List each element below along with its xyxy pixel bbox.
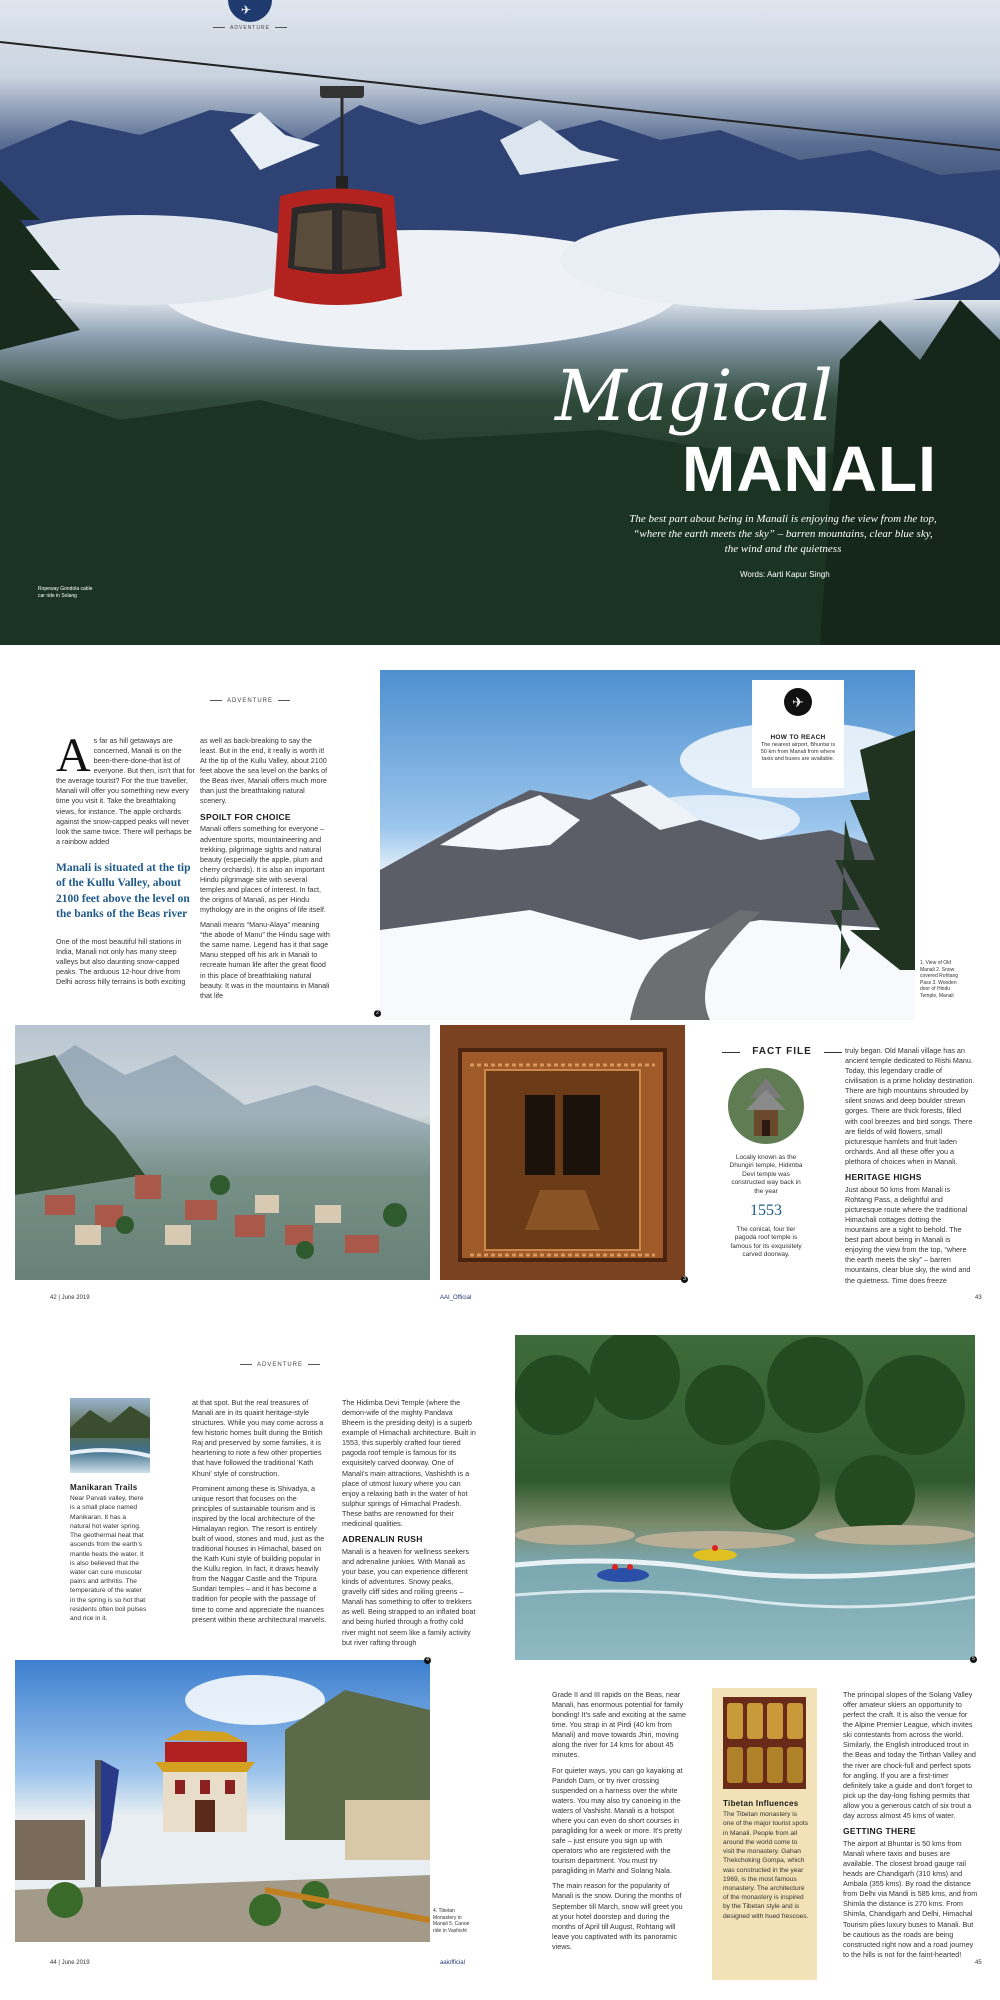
gondola-image — [262, 86, 412, 336]
rafting-photo — [515, 1335, 975, 1660]
spread2-photo-caption: 4. Tibetan Monastery in Manali 5. Canoe ride in Vashisht — [433, 1908, 470, 1934]
spread2-colA — [192, 1398, 327, 1630]
spread2-colB — [342, 1398, 477, 1653]
spread1-col3 — [845, 1046, 975, 1291]
spread2-colB-p1: The Hidimba Devi Temple (where the demon-wife of the mighty Pandava Bheem is the presiding deity) is a superb example of Himachali architecture. Built in 1553, this superbly crafted four tiered pagoda roof temple is famous for its exquisitely carved doorway. One of Manali's main attractions, Vashishth is a place of utmost luxury where you can enjoy a relaxing bath in the water of hot sulphur springs of Himachal Pradesh. These baths are renowned for their medicinal qualities. — [342, 1398, 476, 1528]
manikaran-thumb — [70, 1398, 150, 1473]
manikaran-text: Near Parvati valley, there is a small place named Manikaran. It has a natural hot water spring. The geothermal heat that ascends from the earth's mantle heats the water. It is also believed that the water can cure muscular pains and arthritis. The temperature of the water in the spring is so hot that residents often boil pulses and rice in it. — [70, 1495, 147, 1623]
fact-file-rule — [722, 1052, 740, 1053]
spread1-col1-p2: One of the most beautiful hill stations in India, Manali not only has many steep valleys but also daunting snow-capped peaks. The arduous 12-hour drive from Delhi across hilly terrains is both exciting — [56, 936, 186, 987]
old-manali-photo — [15, 1025, 430, 1280]
spread1-folio-mid: AAI_Official — [440, 1295, 472, 1301]
hero-panel — [0, 0, 1000, 645]
adrenalin-heading: ADRENALIN RUSH — [342, 1534, 423, 1545]
fact-file-year: 1553 — [750, 1202, 782, 1219]
hero-section-tag: ADVENTURE — [200, 25, 300, 31]
heritage-heading: HERITAGE HIGHS — [845, 1171, 922, 1182]
monastery-photo — [15, 1660, 430, 1942]
dropcap: A — [56, 729, 91, 782]
standfirst: The best part about being in Manali is enjoying the view from the top, “where the earth meets the sky” – barren mountains, clear blue sky, the wind and the quietness — [629, 513, 937, 555]
manikaran-sidebar — [70, 1478, 148, 1628]
spread2-colA-p2: Prominent among these is Shivadya, a unique resort that focuses on the principles of sustainable tourism and is inspired by the local architecture of the Himalayan region. The resort is entirely built of wood, stones and mud, just as the traditional houses in Himachal, based on the Kath Kuni style of building popular in the Kullu region. In fact, it draws heavily from the Naggar Castle and the Tripura Sundari temples – and it has become a tradition for people with the passage of time to come and appreciate the nuances present within these architectural marvels. — [192, 1483, 327, 1624]
spread2-colC-p2: For quieter ways, you can go kayaking at Pandoh Dam, or try river crossing suspended on a harness over the white waters. You may also try canoeing in the waters of Vashisht. Manali is a hotspot where you can even do short courses in paragliding for a week or more. It's pretty safe – just ensure you sign up with operators who are registered with the tourism department. You must try paragliding in Marhi and Solang Nala. — [552, 1765, 683, 1876]
spread2-colA-p1: at that spot. But the real treasures of Manali are in its quaint heritage-style structures. While you may come across a few historic homes built during the British Raj and preserved by some families, it is heartening to note a few other properties that have followed the traditional 'Kath Khuni' style of construction. — [192, 1398, 324, 1478]
spread2-folio-left: 44 | June 2019 — [50, 1960, 90, 1966]
spread1-col1-p1: s far as hill getaways are concerned, Manali is on the been-there-done-that list of everyone. But then, isn't that for the average tourist? For the true traveller, Manali will offer you something new every time you visit it. Take the breathtaking views, for instance. The apple orchards against the snow-capped peaks will never look the same twice. There will perhaps be a rainbow added — [56, 736, 195, 846]
spread1-tag: ADVENTURE — [195, 698, 305, 704]
spread2-colB-p2: Manali is a heaven for wellness seekers and adrenaline junkies. With Manali as your base, you can experience different kinds of adventures. Snowy peaks, gravelly cliff sides and roiling greens – Manali has something to offer to trekkers as well. Being strapped to an inflated boat and being hurled through a frothy cold river might not seem like a family activity but river rafting through — [342, 1546, 476, 1647]
manikaran-heading: Manikaran Trails — [70, 1483, 138, 1492]
spread2-colC-p3: The main reason for the popularity of Manali is the snow. During the months of September till March, snow will greet you at your hotel doorstep and during the months of April till August, Rohtang will leave you captivated with its panoramic views. — [552, 1881, 683, 1951]
how-to-reach-text: The nearest airport, Bhuntar is 50 km from Manali from where taxis and buses are available. — [760, 742, 836, 763]
spoilt-heading: SPOILT FOR CHOICE — [200, 811, 291, 822]
tibetan-text: The Tibetan monastery is one of the major tourist spots in Manali. People from all around the world come to visit the monastery. Gahan Thekchoking Gompa, which was constructed in the year 1969, is the most famous monastery. The architecture of the monastery is inspired by the Tibetan style and is designed with hued frescoes. — [723, 1811, 809, 1920]
hero-caption: Ropeway Gondola cable car ride in Solang — [38, 586, 93, 599]
photo-number-4: 4 — [424, 1657, 431, 1664]
spread1-folio-right: 43 — [975, 1295, 982, 1301]
title-script: Magical — [555, 355, 832, 437]
spread2-folio-right: 45 — [975, 1960, 982, 1966]
fact-file-text: Locally known as the Dhungiri temple, Hidimba Devi temple was constructed way back in the year — [729, 1154, 803, 1195]
title-main: MANALI — [682, 433, 937, 505]
fact-file-text2: The conical, four tier pagoda roof temple is famous for its exquisitely carved doorway. — [730, 1226, 802, 1259]
temple-icon — [728, 1068, 804, 1144]
spread2-colD-p2: The airport at Bhuntar is 50 kms from Manali where taxis and buses are available. The closest broad gauge rail heads are Chandigarh (310 kms) and Ambala (355 kms). By road the distance from Delhi via Mandi is 585 kms, and from Shimla the distance is 270 kms. From Shimla, Chandigarh and Delhi, Himachal Tourism plies luxury buses to Manali. But be cautious as the roads are being constructed right now and a road journey to the hills is not for the faint-hearted! — [843, 1838, 978, 1959]
spread1-col2-p3: Manali means “Manu-Alaya” meaning “the abode of Manu” the Hindu sage with the same name. Legend has it that sage Manu stepped off his ark in Manali to recreate human life after the great flood in this place of breathtaking natural beauty. It was in the mountains in Manali that life — [200, 920, 330, 1000]
fact-file-rule-right — [824, 1052, 842, 1053]
wooden-door-photo — [440, 1025, 685, 1280]
spread1-col2-p2: Manali offers something for everyone – adventure sports, mountaineering and trekking, pilgrimage sights and natural beauty (especially the apple, plum and cherry orchards). It is also an important Hindu pilgrimage site with several temples and places of interest. In fact, the origins of Manali, as per Hindu mythology are in the origins of life itself. — [200, 824, 326, 915]
how-to-reach-heading: HOW TO REACH — [770, 734, 826, 741]
prayer-wheels-thumb — [723, 1697, 806, 1789]
spread2-folio-mid: aaiofficial — [440, 1960, 465, 1966]
airplane-icon: ✈ — [784, 688, 812, 716]
spread1-folio-left: 42 | June 2019 — [50, 1295, 90, 1301]
spread1-col1 — [56, 729, 196, 992]
spread1-col2 — [200, 736, 330, 1006]
spread1-col3-p2: Just about 50 kms from Manali is Rohtang Pass, a delightful and picturesque route where the traditional Himachali cottages dotting the mountains are a sight to behold. The best part about being in Manali is enjoying the view from the top, “where the earth meets the sky” – barren mountains, clear blue sky, the wind and the quietness. Time does freeze — [845, 1184, 971, 1285]
spread1-col2-p1: as well as back-breaking to say the least. But in the end, it really is worth it! At the tip of the Kullu Valley, about 2100 feet above the sea level on the banks of the Beas river, Manali offers much more than just the breathtaking natural scenery. — [200, 736, 328, 806]
photo-number-5: 5 — [970, 1656, 977, 1663]
spread1-photo-caption: 1. View of Old Manali 2. Snow covered Rohtang Pass 3. Wooden door of Hindu Temple, Manali — [920, 960, 959, 999]
byline: Words: Aarti Kapur Singh — [740, 570, 830, 579]
tibetan-heading: Tibetan Influences — [723, 1799, 799, 1808]
pullquote: Manali is situated at the tip of the Kullu Valley, about 2100 feet above the level on the banks of the Beas river — [56, 861, 191, 921]
tibetan-box-content — [723, 1794, 809, 1926]
getting-there-heading: GETTING THERE — [843, 1826, 916, 1837]
spread2-colD — [843, 1690, 978, 1965]
spread1-col3-p1: truly began. Old Manali village has an ancient temple dedicated to Rishi Manu. Today, this legendary cradle of civilisation is a prime holiday destination. There are high mountains shrouded by silent snows and deep boulder strewn gorges. There are thick forests, filled with cool breezes and bird songs. There are fields of wild flowers, small picturesque hamlets and fruit laden orchards. And all these offer you a plethora of choices when in Manali. — [845, 1046, 975, 1166]
spread2-colD-p1: The principal slopes of the Solang Valley offer amateur skiers an opportunity to perfect the craft. It is also the venue for the Alpine Premier League, which invites ski contestants from across the world. Similarly, the English introduced trout in the Beas and today the Tirthan Valley and the river are chock-full and perfect spots for angling. If you are a first-timer definitely take a guide and don't forget to pick up the day-long fishing permits that allow you a generous catch of six trout a day across almost 45 kms of water. — [843, 1690, 976, 1820]
plane-icon: ✈ — [241, 3, 252, 17]
photo-number-2: 2 — [374, 1010, 381, 1017]
spread2-tag: ADVENTURE — [225, 1362, 335, 1368]
spread2-colC — [552, 1690, 687, 1957]
spread2-colC-p1: Grade II and III rapids on the Beas, near Manali, has enormous potential for family bonding! It's safe and exciting at the same time. You strap in at Pirdi (40 km from Manali) and move towards Jhiri, moving along the river for 14 kms for about 45 minutes. — [552, 1690, 687, 1760]
photo-number-3: 3 — [681, 1276, 688, 1283]
fact-file-heading: FACT FILE — [752, 1046, 812, 1057]
